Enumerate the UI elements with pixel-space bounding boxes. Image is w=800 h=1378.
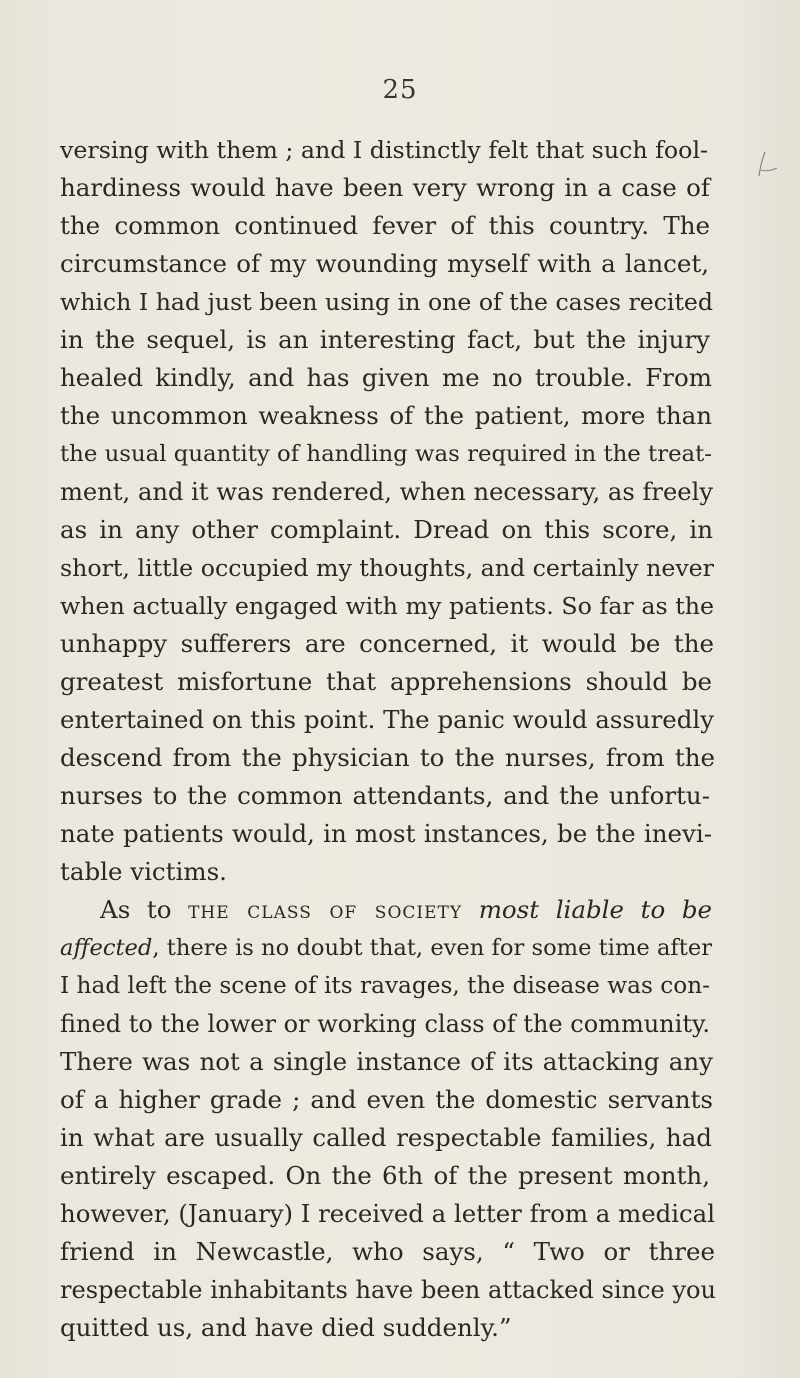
- line-remainder: , there is no doubt that, even for some time after: [152, 935, 712, 961]
- text-line: unhappy sufferers are concerned, it would be the: [60, 629, 714, 658]
- text-line: descend from the physician to the nurses, from the: [60, 743, 715, 772]
- text-line: There was not a single instance of its attacking any: [60, 1047, 713, 1076]
- text-line: I had left the scene of its ravages, the disease was con-: [60, 972, 710, 999]
- text-line: table victims.: [60, 857, 227, 886]
- text-line: short, little occupied my thoughts, and certainly never: [60, 554, 714, 582]
- small-caps-phrase: the class of society: [188, 895, 463, 924]
- text-line: in the sequel, is an interesting fact, but the injury: [60, 325, 710, 354]
- text-line: nate patients would, in most instances, be the inevi-: [60, 819, 712, 848]
- text-line: greatest misfortune that apprehensions should be: [60, 667, 712, 696]
- margin-annotation-mark: [755, 150, 789, 180]
- text-line: as in any other complaint. Dread on this score, in: [60, 515, 713, 544]
- text-line: entertained on this point. The panic would assuredly: [60, 705, 714, 734]
- text-line: the common continued fever of this country. The: [60, 211, 710, 240]
- text-line: quitted us, and have died suddenly.”: [60, 1313, 512, 1342]
- text-line: the usual quantity of handling was required in the treat-: [60, 441, 712, 467]
- text-line: in what are usually called respectable families, had: [60, 1123, 712, 1152]
- text-line: versing with them ; and I distinctly felt that such fool-: [60, 136, 709, 164]
- page-number: 25: [382, 75, 418, 105]
- text-line: of a higher grade ; and even the domestic servants: [60, 1085, 713, 1114]
- opening-lead: As to: [100, 895, 189, 924]
- text-line: [60, 930, 712, 966]
- italic-word: affected: [60, 935, 153, 961]
- text-line: which I had just been using in one of the cases recited: [60, 288, 713, 316]
- text-line: ment, and it was rendered, when necessary, as freely: [60, 478, 713, 506]
- text-line: the uncommon weakness of the patient, more than: [60, 401, 712, 430]
- text-line: healed kindly, and has given me no trouble. From: [60, 363, 712, 392]
- text-line: circumstance of my wounding myself with a lancet,: [60, 249, 709, 278]
- text-line: nurses to the common attendants, and the unfortu-: [60, 781, 710, 810]
- text-line: friend in Newcastle, who says, “ Two or three: [60, 1237, 715, 1266]
- paragraph-opening-line: [100, 892, 712, 928]
- text-line: fined to the lower or working class of the community.: [60, 1010, 710, 1038]
- text-line: entirely escaped. On the 6th of the present month,: [60, 1161, 710, 1190]
- text-line: hardiness would have been very wrong in a case of: [60, 173, 710, 202]
- italic-phrase: most liable to be: [462, 895, 712, 924]
- text-line: however, (January) I received a letter from a medical: [60, 1199, 715, 1228]
- text-line: respectable inhabitants have been attacked since you: [60, 1276, 716, 1304]
- text-line: when actually engaged with my patients. So far as the: [60, 592, 714, 620]
